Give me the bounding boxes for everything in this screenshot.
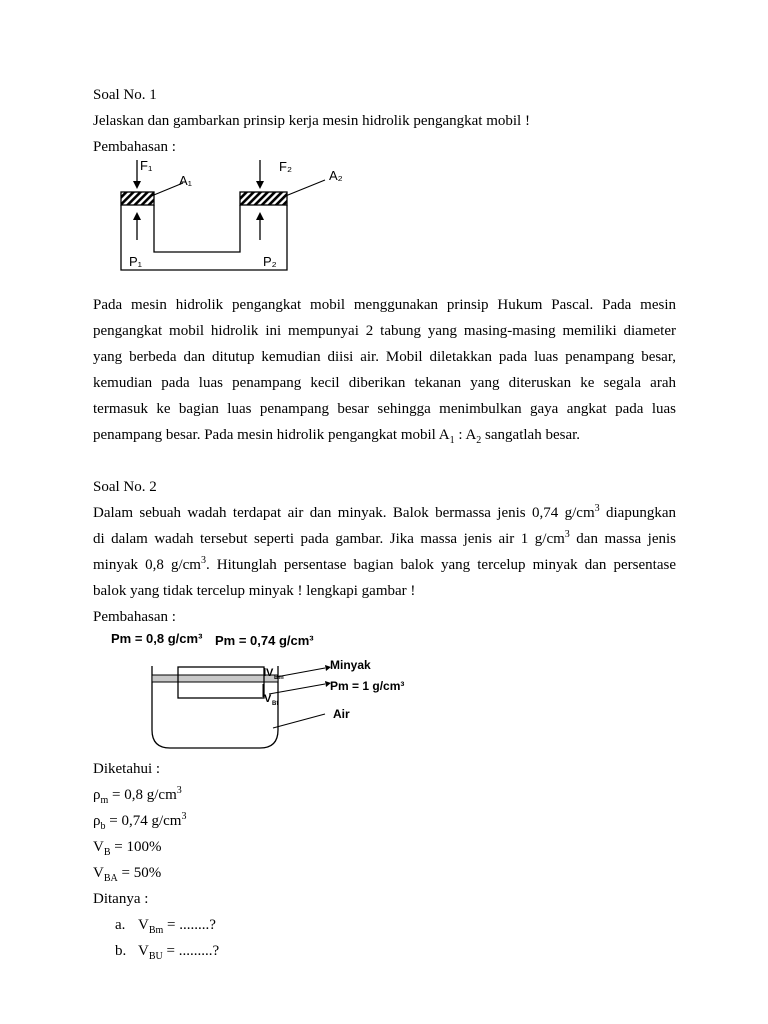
para-line: Pada mesin hidrolik pengangkat mobil menggunakan prinsip Hukum Pascal. Pada mesin bbox=[93, 297, 676, 313]
label-a1: A₁ bbox=[179, 173, 193, 188]
para-line-last: penampang besar. Pada mesin hidrolik pengangkat mobil $A_1$ : $A_2$ sangatlah besar. bbox=[93, 427, 581, 446]
asked-item-b: b. $V_{BU}$ = .........? bbox=[115, 943, 220, 962]
leader-air bbox=[273, 714, 325, 728]
label-p2: P₂ bbox=[263, 254, 277, 269]
para-line: kemudian pada luas penampang kecil diberikan tekanan yang diteruskan ke segala arah bbox=[93, 375, 676, 391]
known-vb: $V_B = 100\%$ bbox=[93, 839, 162, 858]
label-p1: P₁ bbox=[129, 254, 143, 269]
label-f2: F₂ bbox=[279, 160, 292, 174]
known-rho-m: $\rho_m = 0,8$ $g/cm^3$ bbox=[93, 785, 182, 806]
known-rho-b: $\rho_b = 0,74$ $g/cm^3$ bbox=[93, 811, 187, 832]
label-rho-air: Pm = 1 g/cm³ bbox=[330, 679, 405, 693]
label-rho-b: Pm = 0,74 g/cm³ bbox=[215, 633, 314, 648]
label-vbf: V bbox=[264, 693, 272, 705]
label-vbf-sub: Bf bbox=[272, 701, 279, 707]
soal-1-question: Jelaskan dan gambarkan prinsip kerja mesin hidrolik pengangkat mobil ! bbox=[93, 113, 530, 129]
soal-2-title: Soal No. 2 bbox=[93, 479, 157, 495]
diketahui-label: Diketahui : bbox=[93, 761, 161, 777]
question-line: di dalam wadah tersebut seperti pada gambar. Jika massa jenis air 1 $g/cm^3$ dan massa jenis bbox=[93, 529, 676, 547]
oil-layer bbox=[152, 675, 278, 682]
label-a2: A₂ bbox=[329, 168, 343, 183]
leader-a2 bbox=[283, 180, 325, 197]
label-air: Air bbox=[333, 707, 350, 721]
soal-1-pembahasan-label: Pembahasan : bbox=[93, 139, 176, 155]
piston-small bbox=[121, 192, 154, 205]
container-inner bbox=[154, 205, 240, 252]
piston-large bbox=[240, 192, 287, 205]
label-rho-m: Pm = 0,8 g/cm³ bbox=[111, 631, 203, 646]
label-vbm: V bbox=[266, 667, 274, 679]
hydraulic-lift-diagram bbox=[93, 160, 676, 290]
label-vbm-sub: Bm bbox=[274, 675, 284, 681]
question-line: Dalam sebuah wadah terdapat air dan minyak. Balok bermassa jenis 0,74 $g/cm^3$ diapungkan bbox=[93, 503, 676, 521]
leader-a1 bbox=[149, 183, 183, 197]
soal-2-question bbox=[93, 500, 676, 604]
label-f1: F₁ bbox=[140, 160, 153, 173]
ditanya-label: Ditanya : bbox=[93, 891, 149, 907]
label-minyak: Minyak bbox=[330, 658, 371, 672]
asked-item-a: a. $V_{Bm}$ = ........? bbox=[115, 917, 216, 936]
question-line: minyak 0,8 $g/cm^3$. Hitunglah persentase bagian balok yang tercelup minyak dan persentase bbox=[93, 555, 676, 573]
known-vba: $V_{BA} = 50\%$ bbox=[93, 865, 162, 884]
para-line: termasuk ke bagian luas penampang besar sehingga menimbulkan gaya angkat pada luas bbox=[93, 401, 676, 417]
para-line: yang berbeda dan ditutup kemudian diisi air. Mobil diletakkan pada luas penampang besar, bbox=[93, 349, 676, 365]
soal-1-paragraph bbox=[93, 292, 676, 448]
para-line: pengangkat mobil hidrolik ini mempunyai 2 tabung yang masing-masing memiliki diameter bbox=[93, 323, 676, 339]
soal-1-title: Soal No. 1 bbox=[93, 87, 157, 103]
floating-block-diagram bbox=[93, 630, 676, 752]
soal-2-pembahasan-label: Pembahasan : bbox=[93, 609, 176, 625]
document-page bbox=[93, 82, 676, 964]
question-line: balok yang tidak tercelup minyak ! lengkapi gambar ! bbox=[93, 583, 416, 599]
